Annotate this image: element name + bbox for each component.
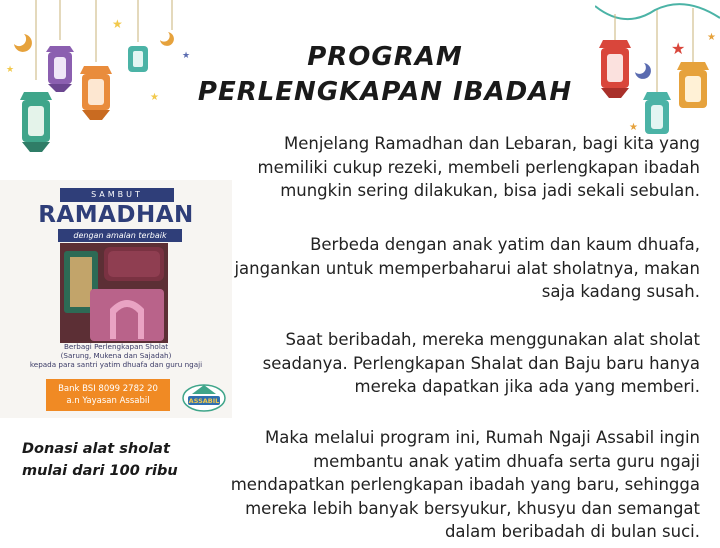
green-lantern-icon: [20, 92, 52, 152]
bank-account-number: Bank BSI 8099 2782 20: [58, 384, 158, 394]
prayer-items-illustration: [60, 243, 168, 343]
crescent-moon-icon: [160, 32, 174, 46]
caption-line-1: Berbagi Perlengkapan Sholat: [63, 342, 169, 351]
star-icon: ★: [6, 65, 15, 75]
poster-ramadhan-heading: RAMADHAN: [38, 202, 194, 228]
paragraph-2: Berbeda dengan anak yatim dan kaum dhuafa, jangankan untuk memperbaharui alat sholatnya, makan saja kadang susah.: [234, 235, 700, 301]
crescent-moon-icon: [14, 34, 32, 52]
star-icon: ★: [150, 92, 159, 103]
caption-line-3: kepada para santri yatim dhuafa dan guru ngaji: [29, 360, 203, 369]
red-lantern-icon: [599, 40, 631, 98]
donation-line-1: Donasi alat sholat: [22, 441, 170, 457]
poster-caption: [0, 342, 232, 369]
title-line-1: PROGRAM: [307, 42, 463, 72]
star-icon: ★: [629, 122, 638, 133]
paragraph-4: Maka melalui program ini, Rumah Ngaji Assabil ingin membantu anak yatim dhuafa serta guru ngaji mendapatkan perlengkapan ibadah yang baru, sehingga mereka lebih banyak bersyukur, khusyu dan semangat dalam beribadah di bulan suci.: [230, 428, 700, 541]
paragraph-3: Saat beribadah, mereka menggunakan alat sholat seadanya. Perlengkapan Shalat dan Baju baru hanya mereka dapatkan jika ada yang memberi.: [262, 330, 700, 396]
donation-line-2: mulai dari 100 ribu: [22, 463, 178, 479]
assabil-logo-icon: [182, 380, 226, 412]
orange-lantern-icon: [80, 66, 112, 120]
logo-text: ASSABIL: [188, 397, 220, 405]
program-title: [190, 40, 580, 110]
purple-lantern-icon: [46, 46, 74, 92]
poster-amalan-tagline: dengan amalan terbaik: [58, 229, 182, 242]
star-icon: ★: [182, 51, 191, 61]
crescent-moon-icon: [635, 63, 651, 79]
star-icon: ★: [707, 32, 716, 43]
poster-sambut-label: SAMBUT: [60, 188, 174, 202]
teal-lantern-icon: [128, 46, 148, 72]
bank-account-holder: a.n Yayasan Assabil: [66, 396, 150, 406]
star-icon: ★: [112, 17, 123, 31]
teal-lantern-icon: [643, 92, 671, 134]
caption-line-2: (Sarung, Mukena dan Sajadah): [60, 351, 172, 360]
gold-lantern-icon: [677, 62, 709, 108]
prayer-equipment-photo: [60, 243, 168, 343]
ramadhan-poster: [0, 180, 232, 418]
title-line-2: PERLENGKAPAN IBADAH: [197, 77, 573, 107]
lanterns-left-decoration: [0, 0, 200, 190]
paragraph-1: Menjelang Ramadhan dan Lebaran, bagi kita yang memiliki cukup rezeki, membeli perlengkapan ibadah mungkin sering dilakukan, bisa jadi sekali sebulan.: [257, 134, 700, 200]
bank-account-badge: [46, 379, 170, 411]
donation-note: [22, 438, 212, 482]
star-icon: ★: [671, 39, 686, 58]
